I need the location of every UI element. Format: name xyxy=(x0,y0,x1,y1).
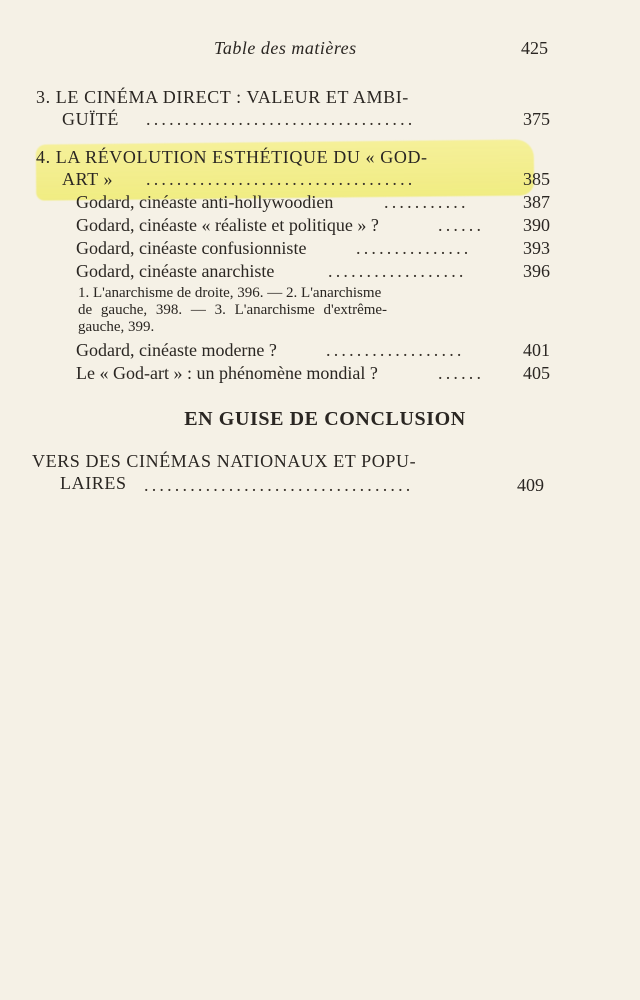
page-number: 425 xyxy=(521,38,548,58)
toc-subentry-page: 390 xyxy=(523,215,550,235)
toc-note-line2: de gauche, 398. — 3. L'anarchisme d'extrême- xyxy=(78,302,388,318)
toc-entry-4-leader: ................................... xyxy=(146,169,416,189)
toc-entry-3-leader: ................................... xyxy=(146,109,416,129)
toc-subentry-leader: ........... xyxy=(384,192,469,212)
toc-conclusion-leader: ................................... xyxy=(144,475,414,495)
toc-subentry-label: Godard, cinéaste « réaliste et politique » ? xyxy=(76,215,379,235)
toc-subentry-label: Godard, cinéaste confusionniste xyxy=(76,238,307,258)
toc-entry-3-line2: GUÏTÉ xyxy=(62,109,119,129)
running-head xyxy=(0,38,640,62)
conclusion-heading: EN GUISE DE CONCLUSION xyxy=(184,408,466,430)
toc-subentry-page: 396 xyxy=(523,261,550,281)
toc-subentry-label: Godard, cinéaste anarchiste xyxy=(76,261,275,281)
toc-subentry-page: 401 xyxy=(523,340,550,360)
toc-entry-3-line1: 3. LE CINÉMA DIRECT : VALEUR ET AMBI- xyxy=(36,87,409,107)
toc-conclusion-line1: VERS DES CINÉMAS NATIONAUX ET POPU- xyxy=(32,451,417,471)
toc-conclusion-line2: LAIRES xyxy=(60,473,127,493)
toc-subentry-label: Godard, cinéaste moderne ? xyxy=(76,340,277,360)
toc-subentry-label: Le « God-art » : un phénomène mondial ? xyxy=(76,363,378,383)
toc-subentry-leader: ...... xyxy=(438,363,485,383)
toc-subentry-leader: ............... xyxy=(356,238,472,258)
running-title: Table des matières xyxy=(214,38,357,58)
toc-subentry-leader: ...... xyxy=(438,215,485,235)
toc-subentry-page: 387 xyxy=(523,192,550,212)
toc-note-line3: gauche, 399. xyxy=(78,319,155,335)
toc-note-line1: 1. L'anarchisme de droite, 396. — 2. L'anarchisme xyxy=(78,285,382,301)
toc-subentry-leader: .................. xyxy=(326,340,465,360)
toc-subentry-page: 393 xyxy=(523,238,550,258)
toc-subentry-leader: .................. xyxy=(328,261,467,281)
toc-entry-3-page: 375 xyxy=(523,109,550,129)
toc-subentry-label: Godard, cinéaste anti-hollywoodien xyxy=(76,192,334,212)
toc-subentry-page: 405 xyxy=(523,363,550,383)
toc-entry-4-page: 385 xyxy=(523,169,550,189)
toc-entry-4-line1: 4. LA RÉVOLUTION ESTHÉTIQUE DU « GOD- xyxy=(36,147,428,167)
toc-entry-4-line2: ART » xyxy=(62,169,114,189)
toc-conclusion-page: 409 xyxy=(517,475,544,495)
